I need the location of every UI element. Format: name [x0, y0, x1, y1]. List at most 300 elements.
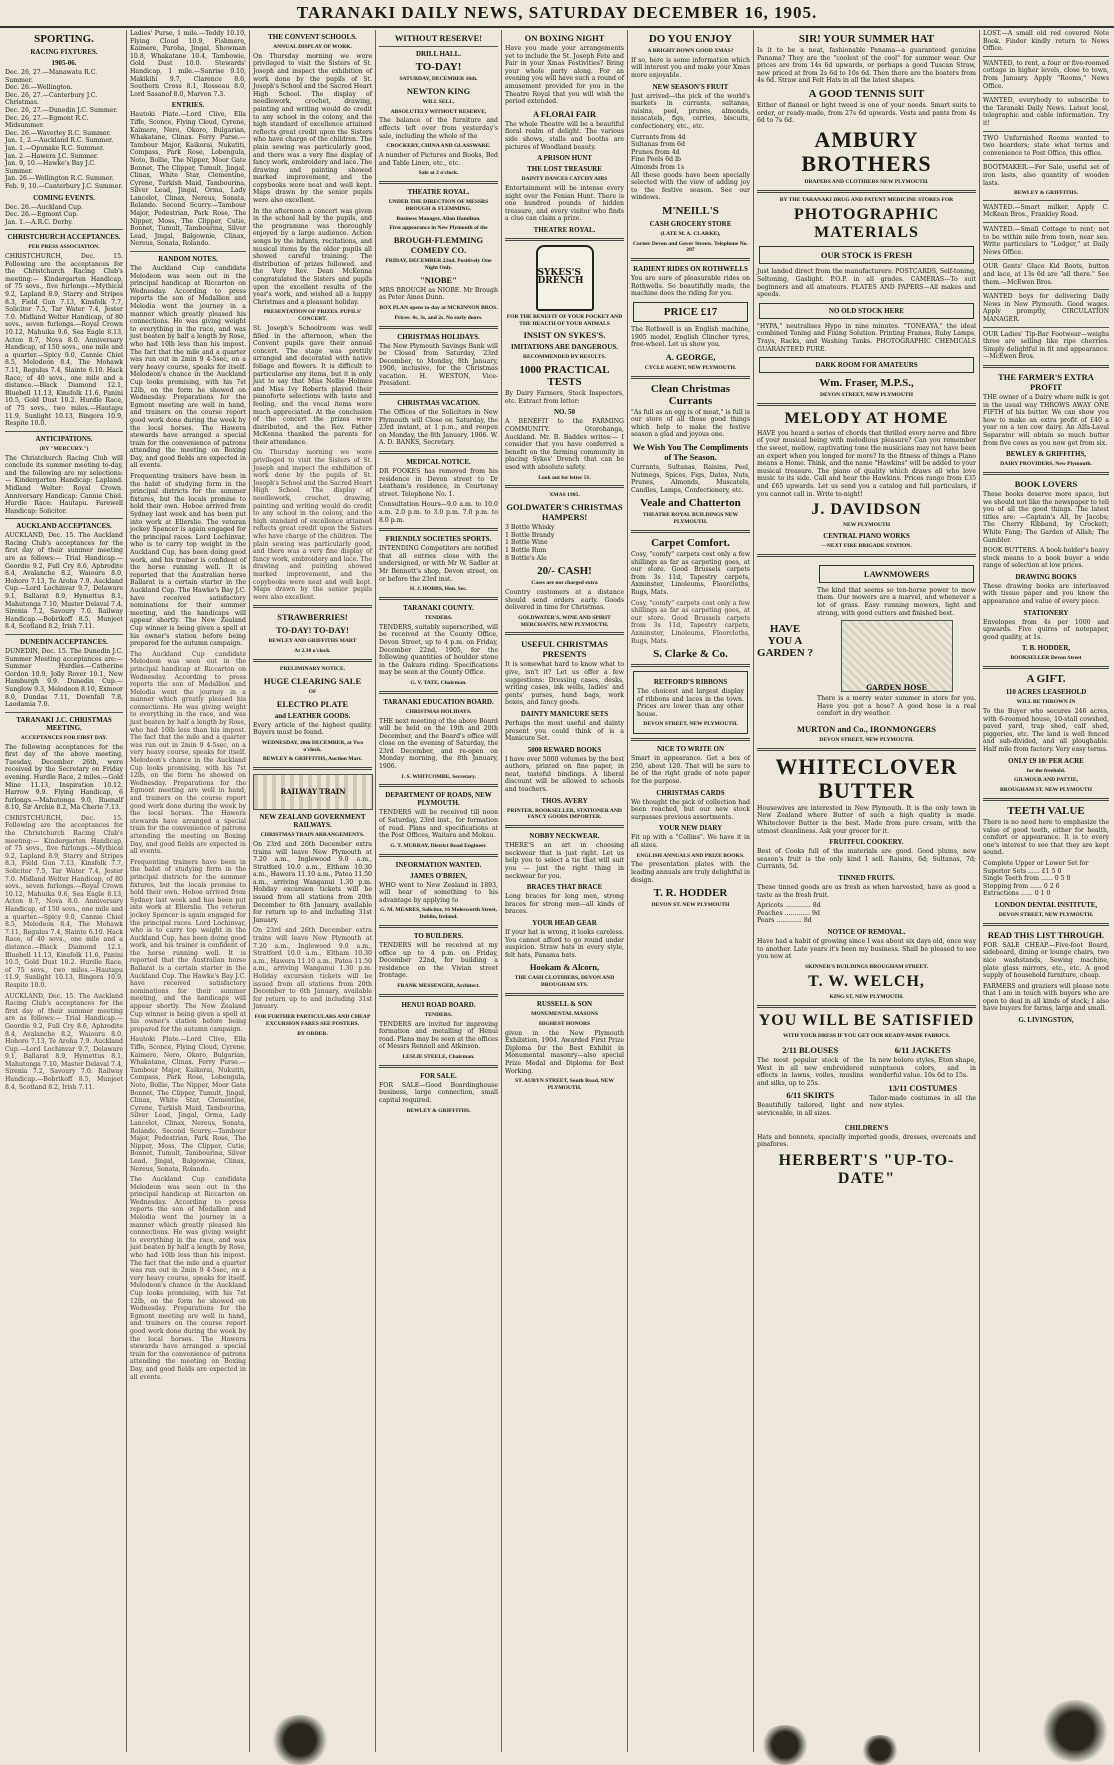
fraser-address: DEVON STREET, NEW PLYMOUTH [819, 392, 914, 399]
sale-date: SATURDAY, DECEMBER 16th. [399, 76, 478, 82]
dunedin-acceptances-heading: DUNEDIN ACCEPTANCES. [20, 638, 108, 646]
have-you-garden [757, 561, 813, 721]
hodder-sign: DEVON ST. NEW PLYMOUTH [651, 902, 730, 909]
book-text: These books deserve more space, but we should not like the newspaper to tell you of all the good things. The latest titles are: —Captain's All, by Jacobs; The Cherry Ribband, by Crockett; White Fang; The Garden of Allah; The Gambler. [983, 490, 1109, 544]
price-item: Fine Peels 6d lb [631, 156, 682, 164]
garden-hose-caption: GARDEN HOSE [866, 682, 927, 692]
dainty-text: Perhaps the most useful and dainty present you could think of is a Manicure Set. [505, 719, 624, 743]
preliminary-notice: PRELIMINARY NOTICE. [279, 665, 346, 672]
roads-sign: G. T. MURRAY, District Road Engineer. [390, 842, 487, 849]
fixture-item: Jan. 1.—Opunake R.C. Summer. [5, 144, 105, 152]
without-reserve-heading: WITHOUT RESERVE! [394, 33, 483, 43]
read-this-list: READ THIS LIST THROUGH. [987, 929, 1105, 940]
farmers-profit: THE FARMER'S EXTRA PROFIT [998, 371, 1094, 392]
head-gear-heading: YOUR HEAD GEAR [532, 919, 597, 928]
fete-text: Entertainment will be intense every night over the Fenian Hunt. There is one hundred pounds of hidden treasure, and every visitor who finds a clue can claim a prize. [505, 184, 624, 223]
henui-text: TENDERS are invited for improving formation and metalling of Henui road. Plans may be seen at the offices of Messrs Rennell and Atkinson. [379, 1020, 498, 1051]
braces-text: Long braces for long men, strong braces for strong men—all kinds of braces. [505, 893, 624, 916]
sale-auctioneer: BEWLEY & GRIFFITHS, Auction Mart. [262, 756, 363, 763]
today-heading: TO-DAY! [415, 61, 462, 73]
friendly-text: INTENDING Competitors are notified that all entries close with the undersigned, or with Mr W. Sadler at Mr Bennett's shop, Devon street, on or before the 23rd inst. [379, 545, 498, 583]
hamper-item: 3 Bottle Whisky [505, 524, 555, 532]
theatre-royal-heading: THEATRE ROYAL. [407, 187, 470, 196]
convent-schools-heading: THE CONVENT SCHOOLS. [268, 33, 357, 41]
childrens: CHILDREN'S [844, 1123, 889, 1132]
price-box: PRICE £17 [633, 302, 748, 322]
fraser-name: Wm. Fraser, M.P.S., [819, 377, 914, 390]
strawberries-heading: STRAWBERRIES! [277, 612, 348, 623]
convent-text-2: In the afternoon a concert was given in the school hall by the pupils, and the programme was thoroughly enjoyed by a large audience. Action songs by the infants, recitations, and musical items by the older pupils all showed careful training. The distribution of prizes followed, and the Very Rev. Dean McKenna congratulated the Sisters and pupils upon the excellent results of the year's work, and wished all a happy Christmas and a pleasant holiday. [253, 207, 372, 306]
column-display-advertisements [753, 30, 979, 1752]
event-item: Dec. 26.—Egmont Cup. [5, 211, 79, 219]
anticipations-text: The Christchurch Racing Club will conclude its summer meeting to-day, and the following are my selections:— Kindergarten Handicap: Lapland. Midland Welter: Royal Crown. Anniversary Handicap: Cannie Chiel. Hurdle Race: Hautapu. Farewell Handicap: Solicitor. [5, 454, 123, 515]
teeth-price: Single Teeth from ...... 0 5 0 [983, 875, 1071, 883]
paper-damage [860, 1735, 900, 1765]
info-text: WHO went to New Zealand in 1893, will hear of something to his advantage by applying to [379, 881, 498, 904]
hamper-price: 20/- CASH! [537, 565, 592, 578]
satisfied-sub: WITH YOUR DRESS IF YOU GET OUR READY-MADE FABRICS. [783, 1033, 950, 1040]
fixture-item: Jan. 2.—Hawera J.C. Summer. [5, 152, 99, 160]
sykes-drench-bottle-label: SYKES'S DRENCH [537, 268, 584, 286]
tinned-fruits: TINNED FRUITS. [838, 873, 895, 882]
highest-honors: HIGHEST HONORS [538, 1020, 591, 1027]
theatre-direction: UNDER THE DIRECTION OF MESSRS BROUGH & FLEMMING. [388, 198, 489, 212]
tennis-text: Either of flannel or light tweed is one of your needs. Smart suits to order, or ready-made, from 27s 6d upwards. Vests and pants from 4s 6d to 7s 6d. [757, 101, 976, 125]
two-rooms: TWO Unfurnished Rooms wanted to two boarders; state what terms and convenience to Post Office, this office. [983, 134, 1109, 157]
satisfied-heading: YOU WILL BE SATISFIED [758, 1012, 975, 1030]
price-item: Almonds from 1s [631, 163, 685, 171]
central-piano: CENTRAL PIANO WORKS [823, 532, 910, 541]
photographic-materials: PHOTOGRAPHIC MATERIALS [793, 206, 940, 242]
filler-text: CHRISTCHURCH, Dec. 15. Following are the acceptances for the Christchurch Racing Club's meeting:— Kindergarten Handicap, of 75 sovs., five furlongs.—Mythical 9.2, Lapland 8.9, Starry and Stripes 8.3, Field Gun 7.13, Kinsfolk 7.7, Solicitor 7.5, Tar Water 7.4, Jester 7.0. Midland Welter Handicap, of 80 sovs., seven furlongs.—Royal Crown 10.12, Mahuika 9.6, Sea Eagle 8.13, Acton 8.7, Nova 8.0. Anniversary Handicap, of 150 sovs., one mile and a quarter.—Spicy 9.0, Cannie Chiel 8.5, Melodeon 8.4, The Mohawk 7.11, Regulus 7.4, Slainte 6.10. Hack Race, of 40 sovs., one mile and a distance.—Black Diamond 12.1, Bluebell 11.13, Kinsfolk 11.6, Panini 10.5, Gold Dust 10.2. Hurdle Race, of 75 sovs., two miles.—Hautapu 11.9, Sunlight 10.13, Bingora 10.9, Respite 10.0. [5, 814, 123, 989]
farmers-graziers: FARMERS and graziers will please note that I am in touch with buyers who are open to deal in all kinds of stock; I also have buyers for farms, large and small. [983, 982, 1109, 1013]
racing-text: Ladies' Purse, 1 mile.—Teddy 10.10, Flying Cloud 10.9, Fishmere, Kaimere, Paroha, Jingal, Showman 10.8, Whakatane 10.4, Tambowie, Gold Dust 10.0. Stewards' Handicap, 1 mile.—Sunrise 9.10, Makikihi 9.7, Clarence 8.6, Southern Cross 8.1, Rosseau 8.0, Lord Sasanof 8.0, Marvon 7.3. [130, 30, 246, 98]
wanted-milker: WANTED.—Smart milker. Apply C. McKean Bros., Frankley Road. [983, 203, 1109, 219]
teeth-price: Complete Upper or Lower Set for [983, 859, 1089, 867]
goldwater-hampers: GOLDWATER'S CHRISTMAS HAMPERS! [506, 502, 623, 523]
hamper-text: Country customers at a distance should send orders early. Goods delivered in time for Christmas. [505, 588, 624, 612]
board-text: THE next meeting of the above Board will be held on the 19th and 20th December, and the Board's office will close on the evening of Saturday, the 23rd December, and re-open on Monday morning, the 8th January, 1906. [379, 717, 498, 771]
retfords-box [633, 671, 748, 734]
wanted-cottage: WANTED.—Small Cottage to rent; not to be within mile from town, near sea. Write particulars to "Lodger," at Daily News Office. [983, 226, 1109, 256]
ambury-sign: DRAPERS AND CLOTHIERS NEW PLYMOUTH. [804, 178, 929, 185]
hodder-name: T. R. HODDER [653, 887, 728, 900]
removal-text: Have had a habit of growing since I was about six days old, once way to another. Late years it's been my business. Shall be pleased to see you now at [757, 937, 976, 961]
drawing-books: DRAWING BOOKS [1015, 572, 1077, 581]
retfords-address: DEVON STREET, NEW PLYMOUTH. [643, 721, 738, 728]
hamper-item: 1 Bottle Brandy [505, 531, 555, 539]
london-dental: LONDON DENTAL INSTITUTE, [994, 900, 1098, 909]
bootmaker-sign: BEWLEY & GRIFFITHS. [1014, 190, 1078, 197]
george-sign: CYCLE AGENT, NEW PLYMOUTH. [644, 364, 737, 371]
tinned-text: These tinned goods are as fresh as when harvested, have as good a taste as the fresh fruit. [757, 883, 976, 899]
gents-boots: OUR Gents' Glace Kid Boots, button and lace, at 13s 6d are "all there." See them.—McEwen Bros. [983, 263, 1109, 286]
late-clarke: (LATE M. A. CLARKE), [660, 230, 721, 237]
prison-hunt: A PRISON HUNT [537, 154, 592, 163]
tenders-sign: G. V. TATE, Chairman. [410, 679, 467, 686]
brough-flemming: BROUGH-FLEMMING COMEDY CO. [393, 235, 484, 256]
retfords-text: The choicest and largest display of ribbons and laces in the town. Prices are lower than any other house. [637, 688, 744, 718]
column-advertisements-2 [627, 30, 753, 1752]
testimonials: 1000 PRACTICAL TESTS [519, 364, 610, 389]
tinned-item: Peaches ............. 9d [757, 909, 820, 917]
nobby-neckwear: NOBBY NECKWEAR. [529, 832, 600, 841]
sale-date: WEDNESDAY, 20th DECEMBER, at Two o'clock. [261, 739, 364, 753]
lawnmowers-heading: LAWNMOWERS [819, 565, 974, 583]
christchurch-acceptances-text: CHRISTCHURCH, Dec. 15. Following are the acceptances for the Christchurch Racing Club's meeting:— Kindergarten Handicap, of 75 sovs., five furlongs.—Mythical 9.2, Lapland 8.9, Starry and Stripes 8.3, Field Gun 7.13, Kinsfolk 7.7, Solicitor 7.5, Tar Water 7.4, Jester 7.0. Midland Welter Handicap, of 80 sovs., seven furlongs.—Royal Crown 10.12, Mahuika 9.6, Sea Eagle 8.13, Acton 8.7, Nova 8.0. Anniversary Handicap, of 150 sovs., one mile and a quarter.—Spicy 9.0, Cannie Chiel 8.5, Melodeon 8.4, The Mohawk 7.11, Regulus 7.4, Slainte 6.10. Hack Race, of 40 sovs., one mile and a distance.—Black Diamond 12.1, Bluebell 11.13, Kinsfolk 11.6, Panini 10.5, Gold Dust 10.2. Hurdle Race, of 75 sovs., two miles.—Hautapu 11.9, Sunlight 10.13, Bingora 10.9, Respite 10.0. [5, 253, 123, 428]
garments-right [870, 1042, 977, 1121]
look-out: Look out for letter 51. [538, 474, 591, 481]
stock-fresh-box: OUR STOCK IS FRESH [759, 246, 974, 264]
niobe-text: MRS BROUGH as NIOBE. Mr Brough as Peter Amos Dunn. [379, 286, 498, 302]
cards-text: We thought the pick of collection had been reached, but our new stock surpasses previous assortments. [631, 798, 750, 821]
russell-son: RUSSELL & SON [536, 999, 593, 1008]
filler-text: On Thursday morning we were privileged to visit the Sisters of St. Joseph and inspect the exhibition of work done by the pupils of St. Joseph's School and the Sacred Heart High School. The display of needlework, crochet, drawing, painting and writing would do credit to any school in the colony, and the high standard of excellence attained reflects great credit upon the Sisters who have charge of the children. The plain sewing was particularly good, and there was a very fine display of fancy work, embroidery and lace. The drawing and painting showed marked improvement, and the copybooks were neat and well kept. Maps drawn by the senior pupils were also excellent. [253, 449, 372, 601]
lawnmower-section [757, 561, 976, 721]
column-racing-notes [126, 30, 249, 1752]
prizes-text: St. Joseph's Schoolroom was well filled in the afternoon, when the Convent pupils gave their annual concert. The stage was prettily arranged and decorated with native foliage and flowers. It is difficult to particularise any items, but it is only just to say that Miss Nellie Holmes and Miss Ivy Roberts played their pianoforte selections with taste and feeling, and the vocal items were much appreciated. At the conclusion of the concert the prizes were distributed, and the Rev. Father McKenna thanked the parents for their attendance. [253, 324, 372, 446]
christmas-cards: CHRISTMAS CARDS [656, 788, 725, 797]
recommended: RECOMMENDED BY RESULTS. [522, 354, 607, 361]
train-text: On 23rd and 26th December extra trains will leave New Plymouth at 7.20 a.m., Inglewood 9.0 a.m., Stratford 10.0 a.m., Eltham 10.30 a.m., Hawera 11.10 a.m., Patea 11.50 a.m., arriving Wanganui 1.30 p.m. Holiday excursion tickets will be issued from all stations from 20th December to 6th January, available for return up to and including 31st January. [253, 840, 372, 924]
filler-text: AUCKLAND, Dec. 15. The Auckland Racing Club's acceptances for the first day of their summer meeting are as follows:— Trial Handicap.—Geordie 9.2, Full Cry 8.6, Aphrodite 8.4, Avalanche 8.2, Waiouru 8.0, Hohoro 7.13, Te Aroha 7.9. Auckland Cup.—Lord Lochinvar 9.7, Delaware 9.1, Ballarat 8.9, Hymettus 8.1, Mahutonga 7.10, Master Delaval 7.4, Sirenia 7.2, Savoury 7.0. Railway Handicap.—Bobrikoff 8.5, Munjeet 8.4, Scotland 8.2, Irish 7.11. [5, 992, 123, 1091]
teeth-price: Stopping from ...... 0 2 6 [983, 882, 1060, 890]
random-notes-heading: RANDOM NOTES. [158, 255, 218, 264]
teeth-value: TEETH VALUE [1007, 804, 1085, 817]
leasehold: 110 ACRES LEASEHOLD [1005, 688, 1087, 697]
paper-damage [270, 1715, 330, 1765]
strawberries-mart: BEWLEY AND GRIFFITHS MART [268, 638, 357, 645]
nice-text: Smart in appearance. Get a box of 250, about 120. That will be sure to be of the right grade of note paper for the purpose. [631, 755, 750, 786]
auckland-acceptances-heading: AUCKLAND ACCEPTANCES. [16, 522, 112, 531]
garments-grid [757, 1042, 976, 1121]
gilmour: GILMOUR AND PATTIE, [1014, 777, 1078, 784]
cash-grocery: CASH GROCERY STORE [649, 219, 732, 228]
filler-text: The Auckland Cup candidate Melodeon was seen out in the principal handicap at Riccarton on Wednesday. According to press reports the son of Medallion and Melodia went the journey in a manner which greatly pleased his connections. He was giving weight to everything in the race, and was just beaten by half a length by Rose, who had 10lb less than his impost. The fact that the mile and a quarter was run out in 2min 9 4-5sec, on a very heavy course, speaks for itself. Melodeon's chance in the Auckland Cup looks promising, with his 7st 12lb, on the form he showed on Wednesday. Preparations for the Egmont meeting are well in hand, and trainers on the course report good work done during the week by the local horses. The Hawera stewards have arranged a special train for the convenience of patrons attending the meeting on Boxing Day, and good fields are expected in all events. [130, 1176, 246, 1381]
wanted-rent: WANTED, to rent, a four or five-roomed cottage in higher levels, close to town, from January. Apply "Rooms," News Office. [983, 59, 1109, 90]
theatre-manager: Business Manager, Allan Hamilton. [396, 215, 481, 222]
fixture-item: Dec. 26.—Wellington. [5, 84, 73, 92]
friendly-sign: H. J. HOBBS, Hon. Sec. [409, 586, 468, 593]
carriage-note: Cases are not charged extra [531, 580, 598, 587]
lawnmower-content [817, 561, 976, 721]
christmas-train-heading: CHRISTMAS TRAIN ARRANGEMENTS. [260, 832, 365, 839]
ladies-footwear: OUR Ladies' Tip-Bar Footwear—weighs three are selling like ripe cherries. Simply delightful in fit and appearance.—McEwen Bros. [983, 330, 1109, 361]
lost-treasure: THE LOST TREASURE [527, 165, 602, 174]
fixture-item: Dec. 26, 27.—Egmont R.C. Midsummer. [5, 114, 89, 130]
henui-heading: HENUI ROAD BOARD. [401, 1000, 476, 1009]
entries-heading: ENTRIES. [171, 101, 205, 110]
letter-text: A BENEFIT to the FARMING COMMUNITY. Otorohanga, Auckland. Mr. B. Baddes writes:— I consider that you have conferred a benefit on the farming community in placing Sykes' Drench that can be used with absolute safety. [505, 418, 624, 472]
clean-currants: Clean Christmas Currants [650, 382, 731, 407]
welch-name: T. W. WELCH, [808, 973, 925, 991]
vacation-text: The Offices of the Solicitors in New Plymouth will Close on Saturday, the 23rd instant, at 1 p.m., and reopen on Monday, the 8th January, 1906. W. A. D. BANKS, Secretary. [379, 409, 498, 447]
entries-text: Hautoki Plate.—Lord Clive, Ella Tiffe, Sconce, Flying Cloud, Cyrene, Kaimere, Nero, Okoro, Bulgarian, Whakatane, Clinax. Ferry Purse.—Tambour Major, Kaikorai, Nukutiti, Compass, Park Rose, Lobengula, Noto, Bollie, The Nipper, Moor Gate Bonnet, The Clipper, Tumult, Jingal, Clinax, White Star, Clementine, Cyrene, Turkish Maid, Tambourina, Silver Lead, Jingal, Orma, Lady Lancelot, Clinax, Nereus, Sonata, Rolando. Second Scurry.—Tambour Major, Pedestrian, Park Rose, The Nipper, Moss, The Clipper, Cutie, Bonnet, Tumult, Tambourina, Silver Lead, Jingal, Balgownie, Clinax, Nereus, Sonata, Rolando. [130, 111, 246, 248]
skinners-buildings: SKINNER'S BUILDINGS BROUGHAM STREET. [805, 963, 928, 970]
event-item: Jan. 1.—A.R.C. Derby. [5, 218, 73, 226]
henui-tenders: TENDERS. [424, 1011, 453, 1018]
absolutely-without-reserve: ABSOLUTELY WITHOUT RESERVE, [390, 108, 487, 115]
imitations: IMITATIONS ARE DANGEROUS. [511, 343, 618, 352]
rothwells-text: You are sure of pleasurable rides on Rothwells. So beautifully made, the machine does the riding for you. [631, 275, 750, 298]
board-sign: J. S. WHITCOMBE, Secretary. [400, 773, 477, 780]
useful-presents: USEFUL CHRISTMAS PRESENTS [521, 639, 608, 660]
bootmaker: BOOTMAKER.—For Sale, useful set of iron lasts, also quantity of wooden lasts. [983, 164, 1109, 187]
annuals-text: The presentation plates with the leading annuals are truly delightful in design. [631, 861, 750, 884]
hose-text: There is a merry water summer in store for you. Have you got a hose? A good hose is a real comfort in dry weather. [817, 695, 976, 718]
tenders-heading: TENDERS. [424, 614, 453, 621]
avery-sign: PRINTER, BOOKSELLER, STATIONER AND FANCY GOODS IMPORTER. [507, 807, 622, 821]
neckwear-text: THERE'S an art in choosing neckwear that is just right. Let us help you to select a tie that will suit you — just the right thing in neckwear for you. [505, 842, 624, 880]
xmas-1905: XMAS 1905. [549, 492, 580, 499]
reward-text: I have over 5000 volumes by the best authors, printed on fine paper, in neat, tasteful bindings. A liberal discount will be allowed to schools and teachers. [505, 755, 624, 794]
useful-text: It is somewhat hard to know what to give, isn't it? Let us offer a few suggestions: Dressing cases, desks, writing cases, ink wells, ladies' and gents' purses, hand bags, work boxes, and fancy goods. [505, 661, 624, 707]
by-order: BY ORDER. [297, 1030, 328, 1037]
garden-question: HAVE YOU A GARDEN ? [757, 623, 813, 660]
fixtures-year: 1905-06. [51, 59, 77, 67]
teeth-price: Extractions ...... 0 1 0 [983, 890, 1051, 898]
wanted-boys: WANTED boys for delivering Daily News in New Plymouth. Good wages. Apply promptly, CIRCULATION MANAGER. [983, 293, 1109, 324]
clarke-co: S. Clarke & Co. [653, 648, 728, 661]
hodder-bookseller: T. B. HODDER, [1021, 644, 1071, 653]
electro-plate: ELECTRO PLATE [276, 698, 349, 709]
taranaki-county-heading: TARANAKI COUNTY. [403, 603, 474, 612]
bewley-griffiths: BEWLEY & GRIFFITHS, [1005, 450, 1087, 459]
henui-sign: LESLIE STEELE, Chairman. [402, 1053, 475, 1060]
boxing-text: Have you made your arrangements yet to include the St. Joseph Fete and Fair in your Xmas Festivities? Bring your whole party along. For an evening you will have such a round of amusement provided for you in the Theatre Royal that you will wish the period extended. [505, 45, 624, 106]
hamper-item: 1 Bottle Wine [505, 539, 548, 547]
for-sale-text: FOR SALE—Good Boardinghouse business, large connection, small capital required. [379, 1081, 498, 1104]
teeth-text: There is no need here to emphasize the value of good teeth, either for health, comfort or appearance. It is to every one's interest to see that they are kept sound. [983, 818, 1109, 857]
fixture-item: Jan. 1, 2.—Auckland R.C. Summer. [5, 137, 114, 145]
carpet-text: Cosy, "comfy" carpets cost only a few shillings as far as carpeting goes, at our store. Good Brussels carpets from 3s 11d, Tapestry carpets, Axminster, Linoleums, Floorcloths, Rugs, Mats. [631, 550, 750, 596]
column-classifieds [979, 30, 1112, 1752]
tinned-item: Pears ............. 8d [757, 917, 812, 925]
florai-fair: A FLORAI FAIR [532, 108, 597, 119]
convent-text: On Thursday morning we were privileged to visit the Sisters of St. Joseph and inspect the exhibition of work done by the pupils of St. Joseph's School and the Sacred Heart High School. The display of needlework, crochet, drawing, painting and writing would do credit to any school in the colony, and the high standard of excellence attained reflects great credit upon the Sisters who have charge of the children. The plain sewing was particularly good, and there was a very fine display of fancy work, embroidery and lace. The drawing and painting showed marked improvement, and the copybooks were neat and well kept. Maps drawn by the senior pupils were also excellent. [253, 52, 372, 205]
summer-hat-heading: SIR! YOUR SUMMER HAT [798, 33, 935, 45]
will-sell: WILL SELL, [422, 98, 455, 105]
sale-of: OF [308, 688, 317, 695]
event-item: Dec. 26.—Auckland Cup. [5, 203, 83, 211]
freehold: for the freehold. [1026, 767, 1066, 774]
fruit-text: Just arrived—the pick of the world's markets in currants, sultanas, raisins, peel, prunes, almonds, muscatels, figs, cerries, biscuits, confectionery, etc., etc. [631, 92, 750, 130]
roads-heading: DEPARTMENT OF ROADS, NEW PLYMOUTH. [385, 791, 492, 808]
fixture-item: Feb. 9, 10.—Canterbury J.C. Summer. [5, 182, 123, 190]
murton-address: DEVON STREET, NEW PLYMOUTH. [819, 736, 914, 743]
farmers-text: THE owner of a Dairy where milk is got in the usual way THROWS AWAY ONE FIFTH of his butter. We can show you how to make an extra profit of £40 a year on a ten cow dairy. An Alfa-Laval Separator will obtain so much butter from five cows as you now get from six. [983, 393, 1109, 447]
column-sporting [2, 30, 126, 1752]
balance-text: The balance of the furniture and effects left over from yesterday's sale, including the whole of the [379, 117, 498, 140]
press-association-note: PER PRESS ASSOCIATION. [28, 244, 100, 251]
enjoy-text: If so, here is some information which will interest you and make your Xmas more enjoyable. [631, 56, 750, 79]
book-lovers: BOOK LOVERS [1014, 478, 1078, 489]
livingston: G. LIVINGSTON, [1018, 1016, 1074, 1025]
central-address: —NEXT FIRE BRIGADE STATION. [821, 543, 912, 550]
annuals-heading: ENGLISH ANNUALS AND PRIZE BOOKS. [636, 852, 745, 859]
book-prices: BOOK BUTTERS. A book-holder's heavy stock means to a book buyer a wide range of selection at low prices. [983, 547, 1109, 570]
random-notes-text-2: Frequenting trainers have been in the habit of studying form in the principal districts for the summer fixtures, but the locals promise to hold their own. Hoboe arrived from Sydney last week and has been put into work at Ellerslie. The veteran jockey Spencer is again engaged for the principal races. Lord Lochinvar, who is to carry top weight in the Auckland Cup, has been doing good work, and his trainer is confident of the horse running well. It is reported that the Australian horse Ballarat is a certain starter in the Auckland Cup. The Hawke's Bay J.C. have received satisfactory nominations for their summer meeting, and the handicaps will appear shortly. The New Zealand Cup winner is being given a spell at his owner's station before being prepared for the autumn campaign. [130, 473, 246, 648]
carpet-comfort: Carpet Comfort. [651, 536, 730, 549]
removal-heading: NOTICE OF REMOVAL. [827, 927, 906, 936]
filler-text: The Auckland Cup candidate Melodeon was seen out in the principal handicap at Riccarton on Wednesday. According to press reports the son of Medallion and Melodia went the journey in a manner which greatly pleased his connections. He was giving weight to everything in the race, and was just beaten by half a length by Rose, who had 10lb less than his impost. The fact that the mile and a quarter was run out in 2min 9 4-5sec, on a very heavy course, speaks for itself. Melodeon's chance in the Auckland Cup looks promising, with his 7st 12lb, on the form he showed on Wednesday. Preparations for the Egmont meeting are well in hand, and trainers on the course report good work done during the week by the local horses. The Hawera stewards have arranged a special train for the convenience of patrons attending the meeting on Boxing Day, and good fields are expected in all events. [130, 650, 246, 856]
fixtures-list [5, 69, 123, 191]
melody-at-home: MELODY AT HOME [784, 409, 949, 427]
garden-hose-illustration [841, 620, 953, 692]
column-notices [375, 30, 501, 1752]
davidson-location: NEW PLYMOUTH [842, 522, 891, 529]
christmas-holidays-heading: CHRISTMAS HOLIDAYS. [397, 332, 480, 341]
melody-text: HAVE you heard a series of chords that thrilled every nerve and fibre of your musical being with melodious pleasure? Can you remember the sweet, mellow, captivating tone the musicians may not have been an expert when you longed for more? In the fitness of things a Piano means a Home. Think, and the name "Hawkins" will be added to your musical treasure. The piano of quality which draws all who love music to its side. Call and hear the Hawkins. Prices range from £35 and £65 upwards. Let us send you a catalog and full particulars, if you cannot call in. Write to-night! [757, 429, 976, 498]
rothwells-heading: RADIENT RIDES ON ROTHWELLS [633, 265, 748, 274]
christmas-vacation-heading: CHRISTMAS VACATION. [397, 399, 480, 408]
pictures-text: A number of Pictures and Books, Bed and Table Linen, etc., etc. [379, 151, 498, 167]
education-board-heading: TARANAKI EDUCATION BOARD. [383, 697, 494, 706]
fixture-item: Dec. 26.—Waverley R.C. Summer. [5, 129, 111, 137]
random-notes-text: The Auckland Cup candidate Melodeon was seen out in the principal handicap at Riccarton on Wednesday. According to press reports the son of Medallion and Melodia went the journey in a manner which greatly pleased his connections. He was giving weight to everything in the race, and was just beaten by half a length by Rose, who had 10lb less than his impost. The fact that the mile and a quarter was run out in 2min 9 4-5sec, on a very heavy course, speaks for itself. Melodeon's chance in the Auckland Cup looks promising, with his 7st 12lb, on the form he showed on Wednesday. Preparations for the Egmont meeting are well in hand, and trainers on the course report good work done during the week by the local horses. The Hawera stewards have arranged a special train for the convenience of patrons attending the meeting on Boxing Day, and good fields are expected in all events. [130, 265, 246, 470]
reward-books: 5000 REWARD BOOKS [527, 745, 602, 754]
london-address: DEVON STREET, NEW PLYMOUTH. [998, 911, 1094, 918]
insist-sykes: INSIST ON SYKES'S. [523, 330, 606, 341]
strawberries-time: At 2.30 o'clock. [294, 648, 331, 655]
hookam-sign: THE CASH CLOTHIERS, DEVON AND BROUGHAM STS. [514, 975, 615, 989]
goods-text: All these goods have been specially selected with the view of adding joy to the festive season. See our windows. [631, 171, 750, 202]
railways-heading: NEW ZEALAND GOVERNMENT RAILWAYS. [259, 813, 366, 830]
for-benefit: FOR THE BENEFIT OF YOUR POCKET AND THE HEALTH OF YOUR ANIMALS [506, 313, 623, 327]
summer-hat-text: Is it to be a neat, fashionable Panama—a guaranteed genuine Panama? They are the "coolest of the cool" for summer wear. Our prices are from 14s 6d upwards, or perhaps a good Tuscan Straw, new priced at from 2s 6d to 10s 6d. Then there are the boaters from 4s 6d. Straw and Felt Hats in all the latest shapes. [757, 47, 976, 85]
fresh-text: Just landed direct from the manufacturers: POSTCARDS, Self-toning, Seltoning, Gaslight. P.O.P. in all grades. CAMERAS—To suit beginners and all amateurs. PLATES AND PAPERS—All makes and speeds. [757, 268, 976, 299]
gift-text: To the Buyer who secures 246 acres, with 6-roomed house, 10-stall cowshed, paved yard, trap shed, calf shed, piggeries, etc. The land is well fenced and sub-divided, and all ploughable. Half mile from factory. Very easy terms. [983, 708, 1109, 753]
catchy-airs: DAINTY DANCES CATCHY AIRS [521, 176, 608, 183]
price-item: Prunes from 4d [631, 148, 680, 156]
fruitful-cookery: FRUITFUL COOKERY. [829, 838, 904, 847]
testimonials-text: By Dairy Farmers, Stock Inspectors, etc. Extract from letter: [505, 390, 624, 405]
info-name: JAMES O'BRIEN, [410, 871, 467, 880]
veale-chatterton: Veale and Chatterton [640, 497, 741, 510]
for-sale-sign: BEWLEY & GRIFFITHS. [406, 1107, 471, 1114]
first-appearance: First appearance in New Plymouth of the [389, 225, 488, 232]
wanted-subscribe: WANTED, everybody to subscribe to the Taranaki Daily News. Latest local, telegraphic and cable information. Try it! [983, 97, 1109, 127]
do-you-enjoy: DO YOU ENJOY [648, 33, 733, 45]
filler-text: Hautoki Plate.—Lord Clive, Ella Tiffe, Sconce, Flying Cloud, Cyrene, Kaimere, Nero, Okoro, Bulgarian, Whakatane, Clinax. Ferry Purse.—Tambour Major, Kaikorai, Nukutiti, Compass, Park Rose, Lobengula, Noto, Bollie, The Nipper, Moor Gate Bonnet, The Clipper, Tumult, Jingal, Clinax, White Star, Clementine, Cyrene, Turkish Maid, Tambourina, Silver Lead, Jingal, Orma, Lady Lancelot, Clinax, Nereus, Sonata, Rolando. Second Scurry.—Tambour Major, Pedestrian, Park Rose, The Nipper, Moss, The Clipper, Cutie, Bonnet, Tumult, Tambourina, Silver Lead, Jingal, Balgownie, Clinax, Nereus, Sonata, Rolando. [130, 1036, 246, 1173]
davidson-name: J. DAVIDSON [811, 501, 922, 519]
taranaki-jc-text: The following acceptances for the first day of the above meeting, Tuesday, December 26th, were received by the Secretary on Friday evening. Hurdle Race, 2 miles.—Gold Mine 11.13, Inspiration 10.12, Harrow 9.9. Flying Handicap, 6 furlongs.—Mahutonga 9.0, Ruenalf 8.10, Sir Archie 8.2, Ma Cherie 7.13. [5, 743, 123, 812]
dark-room-box: DARK ROOM FOR AMATEURS [759, 357, 974, 373]
clean-text: "As full as an egg is of meat," is full is our store of all those good things which help to make the festive season a glad and joyous one. [631, 408, 750, 439]
theatre-prices: Prices: 4s, 3s, and 2s. No early doors. [394, 314, 483, 321]
theatre-royal: THEATRE ROYAL. [533, 225, 596, 234]
russell-address: ST. AUBYN STREET, South Road, NEW PLYMOUTH. [515, 1078, 614, 1091]
jackets: 6/11 JACKETS [894, 1045, 951, 1056]
drawing-text: These drawing books are interleaved with tissue paper and you know the appearance and value of every piece. [983, 582, 1109, 606]
blouses: 2/11 BLOUSES [782, 1045, 839, 1056]
wish-text: Currants, Sultanas, Raisins, Peel, Nutmegs, Spices, Figs, Dates, Nuts, Prunes, Almonds, Muscatels, Candles, Lamps, Confectionery, etc. [631, 464, 750, 494]
first-day-heading: ACCEPTANCES FOR FIRST DAY. [20, 734, 108, 741]
sale-time: Sale at 2 o'clock. [418, 170, 459, 177]
a-gift: A GIFT. [1026, 673, 1066, 686]
christchurch-acceptances-heading: CHRISTCHURCH ACCEPTANCES. [7, 233, 121, 242]
racing-fixtures-heading: RACING FIXTURES. [30, 48, 98, 56]
convent-subheading: ANNUAL DISPLAY OF WORK. [273, 44, 352, 50]
gilmour-address: BROUGHAM ST. NEW PLYMOUTH [1000, 787, 1092, 794]
box-plan: BOX PLAN opens to-day at MCKINNON BROS. [379, 304, 498, 311]
roads-text: TENDERS will be received till noon of Saturday, 23rd inst., for formation of road. Plans and specifications at the Post Offices, Waitara and Mokau. [379, 809, 498, 840]
braces-heading: BRACES THAT BRACE [526, 883, 603, 892]
sale-text: Every article of the highest quality. Buyers must be found. [253, 721, 372, 737]
fixture-item: Dec. 26, 27.—Dunedin J.C. Summer. [5, 106, 118, 114]
florai-text: The whole Theatre will be a beautiful floral realm of delight. The various side shows, stalls and booths are pictures of Woodland beauty. [505, 120, 624, 151]
filler-text: Cosy, "comfy" carpets cost only a few shillings as far as carpeting goes, at our store. Good Brussels carpets from 3s 11d, Tapestry carpets, Axminster, Linoleums, Floorcloths, Rugs, Mats. [631, 599, 750, 645]
leather-goods: and LEATHER GOODS. [274, 711, 351, 720]
welch-address: KING ST, NEW PLYMOUTH. [829, 994, 904, 1001]
childrens-text: Hats and bonnets, specially imported goods, dresses, overcoats and pinafores. [757, 1133, 976, 1149]
ambury-brothers: AMBURY BROTHERS [801, 126, 932, 176]
bright-xmas: A BRIGHT DOWN GOOD XMAS? [647, 48, 734, 54]
blouses-text: The most popular stock of the West in all new embroidered effects in lawns, voiles, muslins and silks, up to 25s. [757, 1057, 864, 1087]
hamper-item: 8 Bottle's Ale [505, 554, 547, 562]
fixture-item: Dec. 26, 27.—Canterbury J.C. Christmas. [5, 91, 98, 107]
price-item: Sultanas from 6d [631, 141, 685, 149]
per-acre: ONLY £9 10/ PER ACRE [1008, 756, 1084, 765]
read-text: FOR SALE CHEAP.—Five-foot Board, sideboard, dining or lounge chairs, two nice washstands, Sewing machine, plate glass mirrors, etc., etc. A good supply of household furniture, cheap. [983, 941, 1109, 980]
lost-notice: LOST.—A small old red covered Note Book. Finder kindly return to News Office. [983, 30, 1109, 53]
crockery: CROCKERY, CHINA AND GLASSWARE. [386, 143, 491, 150]
stationery-text: Envelopes from 4s per 1000 and upwards. Five quires of notepaper, good quality, at 1s. [983, 618, 1109, 641]
for-sale-heading: FOR SALE. [420, 1071, 457, 1080]
price-item: Currants from 4d [631, 133, 686, 141]
builders-sign: FRANK MESSENGER, Architect. [397, 982, 480, 989]
george-name: A. GEORGE, [665, 351, 716, 362]
costumes-text: Tailor-made costumes in all the new styles. [869, 1094, 976, 1110]
bookseller-address: BOOKSELLER Devon Street [1010, 655, 1082, 662]
board-holidays: CHRISTMAS HOLIDAYS. [405, 708, 472, 715]
lawnmowers-text: The kind that seems so ten-horse power to mow them. Our mowers are a marvel, and whenever a lot of grass. Easy running mowers, light and strong, with good cutters and finished best. [817, 586, 976, 617]
skirts-text: Beautifully tailored, light and serviceable, in all sizes. [757, 1102, 864, 1118]
drill-hall: DRILL HALL. [415, 50, 462, 58]
clearing-sale-heading: HUGE CLEARING SALE [263, 675, 362, 686]
tenders-text: TENDERS, suitably superscribed, will be received at the County Office, Devon Street, up to 4 p.m. on Friday, December 22nd, 1905, for the following quantities of boulder stone in the Oakura riding. Specifications may be seen at the County Office. [379, 623, 498, 677]
anticipations-heading: ANTICIPATIONS. [35, 434, 93, 443]
stationery: STATIONERY [1023, 608, 1069, 617]
fruitful-text: Best of Cooks full of the materials are good. Good plums, new season's fruit is the only kind I sell. Raisins, 6d; Sultanas, 7d; Currants, 5d. [757, 848, 976, 871]
auckland-acceptances-text: AUCKLAND, Dec. 15. The Auckland Racing Club's acceptances for the first day of their summer meeting are as follows:— Trial Handicap.—Geordie 9.2, Full Cry 8.6, Aphrodite 8.4, Avalanche 8.2, Waiouru 8.0, Hohoro 7.13, Te Aroha 7.9. Auckland Cup.—Lord Lochinvar 9.7, Delaware 9.1, Ballarat 8.9, Hymettus 8.1, Mahutonga 7.10, Master Delaval 7.4, Sirenia 7.2, Savoury 7.0. Railway Handicap.—Bobrikoff 8.5, Munjeet 8.4, Scotland 8.2, Irish 7.11. [5, 532, 123, 631]
mneills: M'NEILL'S [662, 204, 719, 217]
monumental-masons: MONUMENTAL MASONS [531, 1010, 598, 1017]
fixture-item: Dec. 26, 27.—Manawatu R.C. Summer. [5, 69, 98, 84]
drug-stores: BY THE TARANAKI DRUG AND PATENT MEDICINE STORES FOR [779, 196, 954, 203]
column-convent-schools [249, 30, 375, 1752]
builders-heading: TO BUILDERS. [413, 932, 464, 941]
murton-heading: MURTON and Co., IRONMONGERS [796, 723, 937, 734]
fixture-item: Jan. 9, 10.—Hawke's Bay J.C. Summer. [5, 160, 96, 175]
hamper-item: 1 Bottle Rum [505, 547, 547, 554]
builders-text: TENDERS will be received at my office up to 4 p.m. on Friday, December 22nd, for building a residence on the Vivian street frontage. [379, 942, 498, 980]
skirts: 6/11 SKIRTS [786, 1090, 835, 1101]
butter-text: Housewives are interested in New Plymouth. It is the only town in New Zealand where Butter of such a high quality is made. Whiteclover Butter is the best. Made from pure cream, with the utmost cleanliness. Ask your grocer for it. [757, 804, 976, 835]
anticipations-byline: (BY "MERCURY.") [39, 445, 89, 452]
bank-text: The New Plymouth Savings Bank will be Closed from Saturday, 23rd December, to Monday, 8th January, 1906, inclusive, for the Christmas vacation. H. WESTON, Vice-President. [379, 342, 498, 388]
info-sign: G. M. MEARES, Solicitor, 16 Molesworth Street, Dublin, Ireland. [380, 907, 497, 921]
jackets-text: In new bolero styles, Eton shape, sumptuous colors, and in wonderful value. 10s 6d to 15s. [869, 1057, 976, 1080]
further-particulars: FOR FURTHER PARTICULARS AND CHEAP EXCURSION FARES SEE POSTERS. [254, 1013, 371, 1027]
tennis-suit-heading: A GOOD TENNIS SUIT [808, 87, 925, 100]
hookam-alcorn: Hookam & Alcorn, [529, 962, 600, 973]
coming-events-heading: COMING EVENTS. [33, 193, 95, 202]
hypo-text: "HYPA," neutralises Hypo in nine minutes. "TONEAYA," the ideal combined Toning and Fixing Solution. Printing Frames, Ruby Lamps, Trays, Racks, and Washing Tanks. PHOTOGRAPHIC CHEMICALS GUARANTEED PURE. [757, 322, 976, 353]
nice-to-write: NICE TO WRITE ON [656, 745, 725, 754]
train-illustration-caption: RAILWAY TRAIN [280, 787, 346, 797]
letter-number: NO. 50 [554, 408, 575, 417]
